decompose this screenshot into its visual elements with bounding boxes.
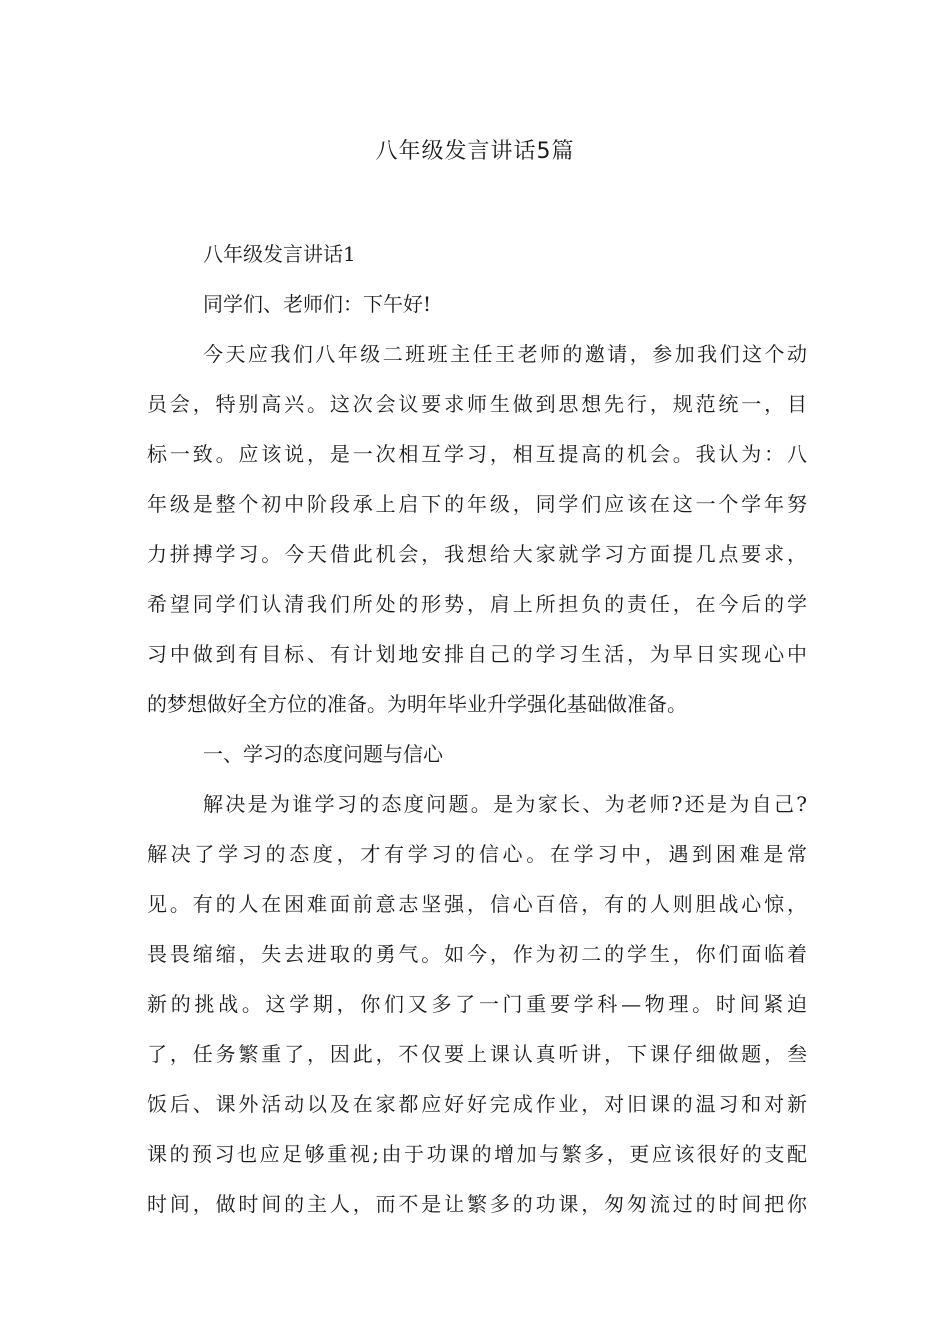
paragraph-line: 了，任务繁重了，因此，不仅要上课认真听讲，下课仔细做题，叁 bbox=[147, 1042, 807, 1066]
paragraph-line: 畏畏缩缩，失去进取的勇气。如今，作为初二的学生，你们面临着 bbox=[147, 942, 807, 966]
document-title: 八年级发言讲话5篇 bbox=[375, 139, 575, 164]
paragraph-attitude bbox=[147, 779, 807, 1229]
paragraph-line: 时间，做时间的主人，而不是让繁多的功课，匆匆流过的时间把你 bbox=[147, 1192, 807, 1216]
paragraph-line: 标一致。应该说，是一次相互学习，相互提高的机会。我认为：八 bbox=[147, 442, 807, 466]
document-body bbox=[147, 229, 807, 1229]
paragraph-line: 习中做到有目标、有计划地安排自己的学习生活，为早日实现心中 bbox=[147, 642, 807, 666]
paragraph-line: 希望同学们认清我们所处的形势，肩上所担负的责任，在今后的学 bbox=[147, 592, 807, 616]
paragraph-line: 年级是整个初中阶段承上启下的年级，同学们应该在这一个学年努 bbox=[147, 492, 807, 516]
subheading-attitude: 一、学习的态度问题与信心 bbox=[203, 742, 443, 766]
greeting-line: 同学们、老师们：下午好! bbox=[203, 292, 432, 316]
paragraph-line: 解决了学习的态度，才有学习的信心。在学习中，遇到困难是常 bbox=[147, 842, 807, 866]
paragraph-line: 力拼搏学习。今天借此机会，我想给大家就学习方面提几点要求， bbox=[147, 542, 807, 566]
paragraph-line: 新的挑战。这学期，你们又多了一门重要学科—物理。时间紧迫 bbox=[147, 992, 807, 1016]
section-heading: 八年级发言讲话1 bbox=[203, 242, 356, 266]
paragraph-line: 见。有的人在困难面前意志坚强，信心百倍，有的人则胆战心惊， bbox=[147, 892, 807, 916]
paragraph-intro bbox=[147, 329, 807, 729]
paragraph-line: 课的预习也应足够重视;由于功课的增加与繁多，更应该很好的支配 bbox=[147, 1142, 807, 1166]
paragraph-line: 饭后、课外活动以及在家都应好好完成作业，对旧课的温习和对新 bbox=[147, 1092, 807, 1116]
paragraph-line: 今天应我们八年级二班班主任王老师的邀请，参加我们这个动 bbox=[203, 342, 807, 366]
paragraph-line: 解决是为谁学习的态度问题。是为家长、为老师?还是为自己? bbox=[203, 792, 807, 816]
paragraph-line: 员会，特别高兴。这次会议要求师生做到思想先行，规范统一，目 bbox=[147, 392, 807, 416]
paragraph-line: 的梦想做好全方位的准备。为明年毕业升学强化基础做准备。 bbox=[147, 692, 687, 716]
